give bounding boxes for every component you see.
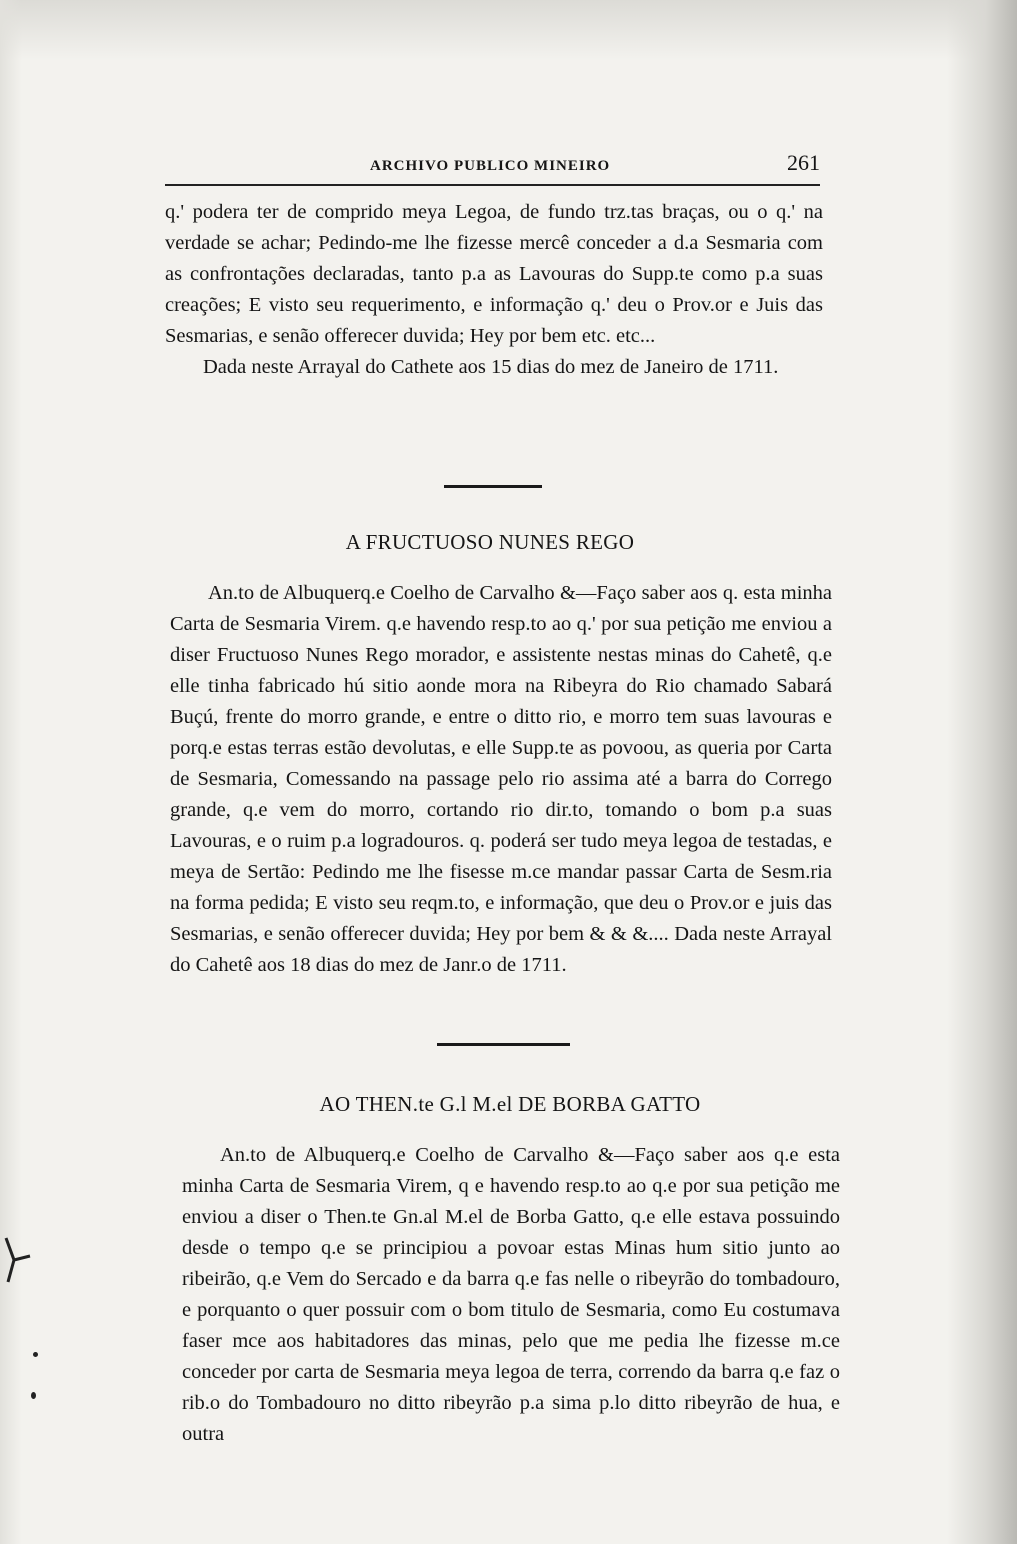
page-number: 261	[787, 150, 820, 175]
opening-text-block	[165, 197, 823, 383]
paragraph: An.to de Albuquerq.e Coelho de Carvalho &—Faço saber aos q. esta minha Carta de Sesmaria Virem. q.e havendo resp.to ao q.' por sua petição me enviou a diser Fructuoso Nunes Rego morador, e assistente nestas minas do Cahetê, q.e elle tinha fabricado hú sitio aonde mora na Ribeyra do Rio chamado Sabará Buçú, frente do morro grande, e entre o ditto rio, e morro tem suas lavouras e porq.e estas terras estão devolutas, e elle Supp.te as povoou, as queria por Carta de Sesmaria, Comessando na passage pelo rio assima até a barra do Corrego grande, q.e vem do morro, cortando rio dir.to, tomando o bom p.a suas Lavouras, e o ruim p.a logradouros. q. poderá ser tudo meya legoa de testadas, e meya de Sertão: Pedindo me lhe fisesse m.ce mandar passar Carta de Sesm.ria na forma pedida; E visto seu reqm.to, e informação, que deu o Prov.or e juis das Sesmarias, e senão offerecer duvida; Hey por bem & & &.... Dada neste Arrayal do Cahetê aos 18 dias do mez de Janr.o de 1711.	[170, 582, 832, 976]
page-top-shadow	[0, 0, 1017, 60]
section-divider	[444, 485, 542, 488]
section-heading: A FRUCTUOSO NUNES REGO	[345, 530, 635, 554]
page-header	[165, 148, 820, 186]
section-body	[182, 1140, 840, 1450]
paragraph: An.to de Albuquerq.e Coelho de Carvalho &—Faço saber aos q.e esta minha Carta de Sesmaria Virem, q e havendo resp.to ao q.e por sua petição me enviou a diser o Then.te Gn.al M.el de Borba Gatto, q.e elle estava possuindo desde o tempo q.e se principiou a povoar estas Minas hum sitio junto ao ribeirão, q.e Vem do Sercado e da barra q.e fas nelle o ribeyrão do tombadouro, e porquanto o quer possuir com o bom titulo de Sesmaria, como Eu costumava faser mce aos habitadores das minas, pelo que me pedia lhe fizesse m.ce conceder por carta de Sesmaria meya legoa de terra, correndo da barra q.e faz o rib.o do Tombadouro no ditto ribeyrão p.a sima p.lo ditto ribeyrão de hua, e outra	[182, 1144, 840, 1445]
page-left-shadow	[0, 0, 22, 1544]
running-title: ARCHIVO PUBLICO MINEIRO	[370, 158, 611, 174]
margin-dot	[31, 1392, 36, 1399]
section-divider	[437, 1043, 570, 1046]
margin-dot	[33, 1352, 38, 1357]
margin-mark	[0, 1230, 40, 1290]
paragraph: q.' podera ter de comprido meya Legoa, de fundo trz.tas braças, ou o q.' na verdade se achar; Pedindo-me lhe fizesse mercê conceder a d.a Sesmaria com as confrontações declaradas, tanto p.a as Lavouras do Supp.te como p.a suas creações; E visto seu requerimento, e informação q.' deu o Prov.or e Juis das Sesmarias, e senão offerecer duvida; Hey por bem etc. etc...	[165, 201, 823, 347]
paragraph: Dada neste Arrayal do Cathete aos 15 dias do mez de Janeiro de 1711.	[203, 356, 779, 378]
page-right-shadow	[947, 0, 1017, 1544]
section-heading: AO THEN.te G.l M.el DE BORBA GATTO	[319, 1092, 701, 1116]
section-body	[170, 578, 832, 981]
